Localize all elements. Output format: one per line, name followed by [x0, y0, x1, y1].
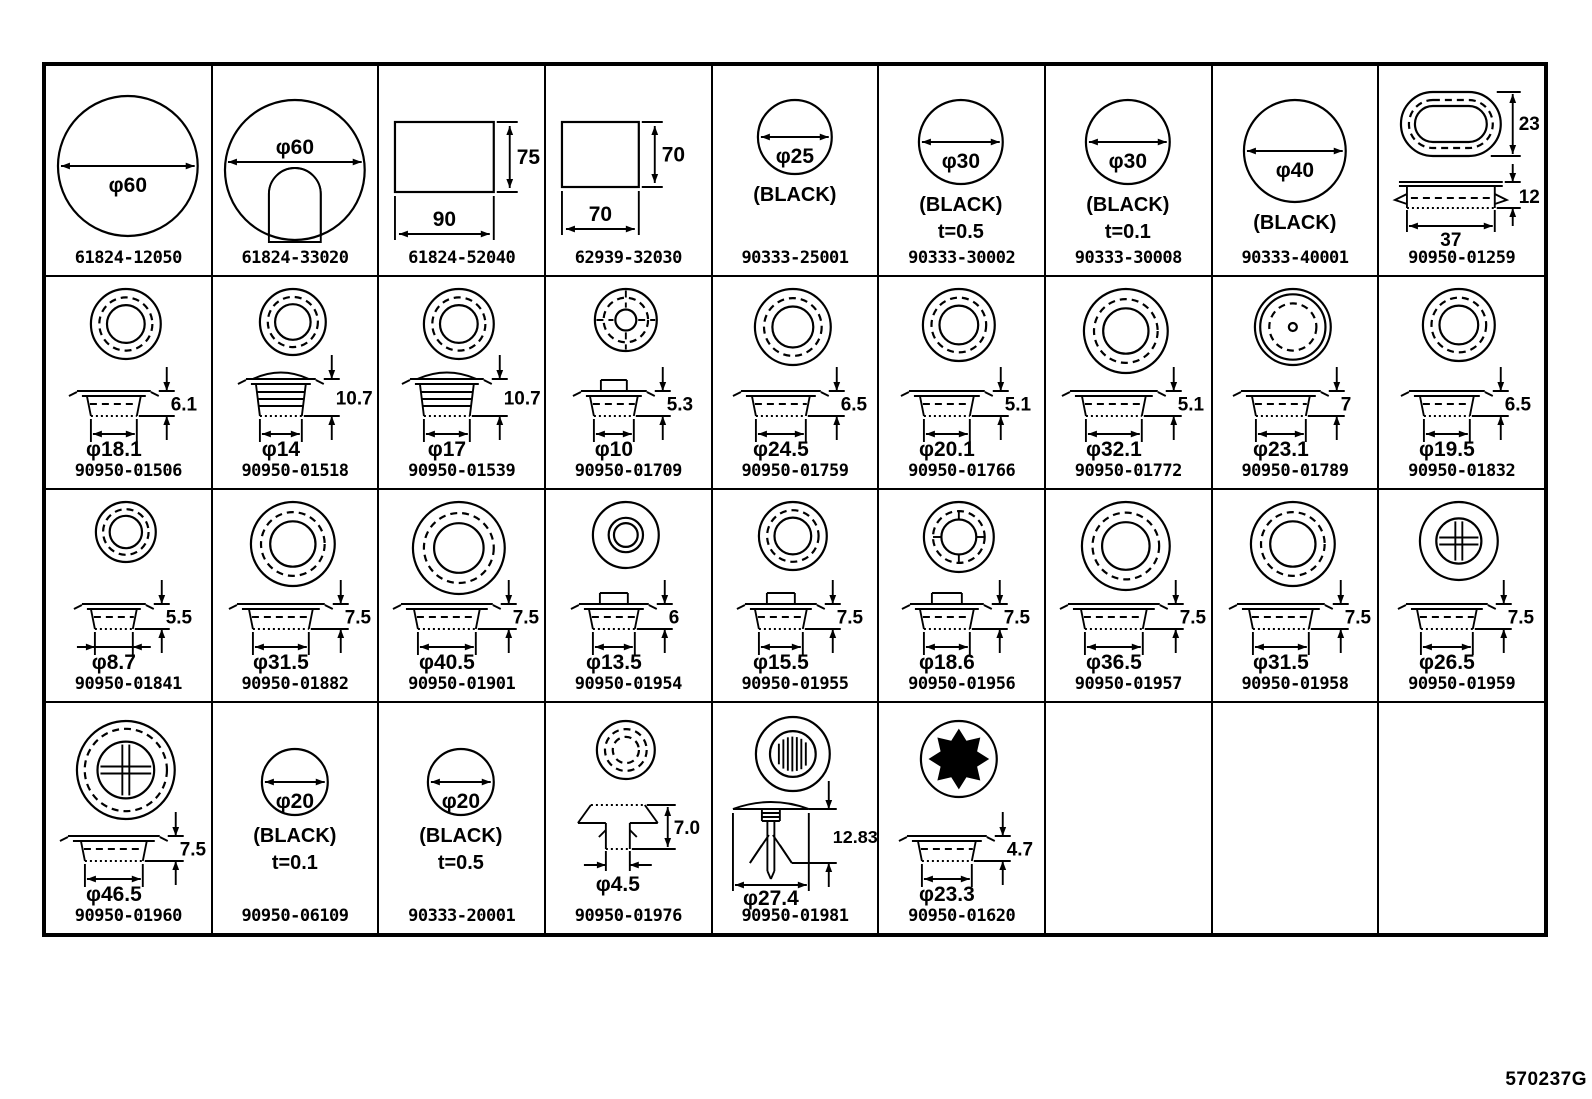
part-drawing [713, 490, 878, 701]
part-drawing [213, 277, 378, 488]
part-cell [1378, 276, 1545, 489]
part-number: 90950-01901 [408, 674, 516, 694]
svg-text:37: 37 [1440, 229, 1462, 252]
svg-text:(BLACK): (BLACK) [419, 824, 503, 848]
part-cell [545, 276, 712, 489]
part-number: 90333-25001 [741, 248, 849, 268]
svg-text:7.5: 7.5 [1344, 607, 1371, 629]
part-cell [712, 489, 879, 702]
svg-text:φ23.3: φ23.3 [919, 882, 976, 907]
part-number: 90950-01954 [574, 674, 682, 694]
svg-text:(BLACK): (BLACK) [919, 193, 1003, 217]
svg-text:6.5: 6.5 [1505, 394, 1532, 416]
part-cell [1212, 489, 1379, 702]
part-drawing [1046, 277, 1211, 488]
part-number: 90950-01709 [574, 461, 682, 481]
part-number: 90950-01506 [74, 461, 182, 481]
svg-text:φ17: φ17 [428, 437, 467, 462]
part-drawing [1213, 490, 1378, 701]
svg-text:7: 7 [1340, 394, 1351, 416]
part-drawing [1379, 277, 1544, 488]
svg-text:φ30: φ30 [942, 149, 981, 174]
part-number: 61824-12050 [74, 248, 182, 268]
part-cell [1045, 65, 1212, 276]
empty-cell [1212, 702, 1379, 934]
svg-text:7.0: 7.0 [673, 817, 701, 840]
svg-text:φ20: φ20 [275, 789, 314, 814]
svg-text:φ40.5: φ40.5 [419, 650, 476, 675]
svg-text:70: 70 [661, 143, 686, 167]
part-drawing [546, 277, 711, 488]
part-cell [212, 276, 379, 489]
svg-text:φ30: φ30 [1108, 149, 1147, 174]
svg-text:φ25: φ25 [775, 144, 814, 169]
part-cell [1045, 489, 1212, 702]
part-number: 90950-01518 [241, 461, 349, 481]
part-number: 90333-20001 [408, 906, 516, 926]
part-drawing [879, 277, 1044, 488]
svg-text:φ10: φ10 [594, 437, 634, 462]
part-cell [878, 489, 1045, 702]
part-cell [878, 65, 1045, 276]
part-cell [712, 65, 879, 276]
part-number: 90950-01956 [908, 674, 1016, 694]
part-drawing [213, 490, 378, 701]
svg-text:φ15.5: φ15.5 [752, 650, 809, 675]
part-cell [45, 702, 212, 934]
svg-text:70: 70 [588, 202, 613, 227]
part-number: 90950-01976 [574, 906, 682, 926]
part-drawing [213, 703, 378, 933]
part-cell [545, 489, 712, 702]
part-drawing [1213, 277, 1378, 488]
svg-text:7.5: 7.5 [836, 607, 863, 629]
part-cell [212, 65, 379, 276]
part-drawing [46, 703, 211, 933]
part-number: 90950-01959 [1408, 674, 1516, 694]
svg-text:90: 90 [433, 207, 457, 232]
svg-text:φ14: φ14 [261, 437, 300, 462]
part-number: 90333-30008 [1074, 248, 1182, 268]
svg-text:φ31.5: φ31.5 [252, 650, 309, 675]
empty-cell [1045, 702, 1212, 934]
svg-text:6: 6 [668, 607, 680, 629]
svg-text:φ20: φ20 [442, 789, 481, 814]
part-drawing [713, 703, 878, 933]
part-number: 90333-40001 [1241, 248, 1349, 268]
svg-text:t=0.5: t=0.5 [438, 851, 485, 875]
svg-text:7.5: 7.5 [1004, 607, 1031, 629]
part-cell [212, 489, 379, 702]
part-drawing [213, 66, 378, 275]
part-cell [45, 65, 212, 276]
part-cell [1212, 65, 1379, 276]
part-number: 90950-01539 [408, 461, 516, 481]
svg-text:φ18.1: φ18.1 [85, 437, 142, 462]
svg-text:φ18.6: φ18.6 [919, 650, 976, 675]
svg-text:7.5: 7.5 [1179, 607, 1207, 629]
svg-text:75: 75 [517, 145, 541, 170]
svg-text:4.7: 4.7 [1007, 839, 1034, 861]
page-code: 570237G [1505, 1069, 1587, 1090]
part-drawing [46, 66, 211, 275]
part-drawing [1379, 490, 1544, 701]
part-cell [545, 702, 712, 934]
svg-text:φ40: φ40 [1275, 158, 1314, 183]
part-drawing [1046, 66, 1211, 275]
part-number: 90950-01259 [1408, 248, 1516, 268]
part-drawing [879, 66, 1044, 275]
svg-text:(BLACK): (BLACK) [1252, 211, 1337, 235]
part-drawing [379, 277, 544, 488]
part-drawing [713, 66, 878, 275]
part-cell [212, 702, 379, 934]
part-number: 90950-01789 [1241, 461, 1349, 481]
svg-text:φ19.5: φ19.5 [1419, 437, 1476, 462]
part-drawing [1046, 490, 1211, 701]
svg-text:7.5: 7.5 [1508, 607, 1535, 629]
svg-text:6.5: 6.5 [840, 394, 867, 416]
part-drawing [1213, 66, 1378, 275]
part-drawing [546, 703, 711, 933]
part-drawing [879, 490, 1044, 701]
part-number: 90950-01955 [741, 674, 849, 694]
part-cell [878, 276, 1045, 489]
svg-text:φ20.1: φ20.1 [919, 437, 976, 462]
part-cell [45, 276, 212, 489]
svg-text:φ32.1: φ32.1 [1085, 437, 1142, 462]
part-cell [712, 276, 879, 489]
part-number: 90950-01957 [1074, 674, 1182, 694]
svg-text:12.83: 12.83 [832, 826, 878, 848]
part-cell [378, 489, 545, 702]
part-drawing [879, 703, 1044, 933]
svg-text:t=0.1: t=0.1 [1104, 220, 1151, 244]
svg-text:φ23.1: φ23.1 [1252, 437, 1309, 462]
svg-text:5.1: 5.1 [1177, 394, 1205, 416]
part-number: 90950-01882 [241, 674, 349, 694]
svg-text:φ60: φ60 [108, 173, 147, 198]
svg-text:6.1: 6.1 [170, 394, 198, 416]
svg-text:(BLACK): (BLACK) [252, 824, 337, 848]
svg-text:(BLACK): (BLACK) [752, 183, 837, 207]
part-cell [712, 702, 879, 934]
part-drawing [713, 277, 878, 488]
svg-text:φ36.5: φ36.5 [1085, 650, 1142, 675]
part-number: 90950-01759 [741, 461, 849, 481]
svg-text:φ24.5: φ24.5 [752, 437, 809, 462]
part-drawing [379, 490, 544, 701]
svg-text:φ13.5: φ13.5 [585, 650, 642, 675]
svg-text:10.7: 10.7 [335, 388, 373, 410]
part-number: 90950-01958 [1241, 674, 1349, 694]
part-number: 90950-01832 [1408, 461, 1516, 481]
svg-text:5.5: 5.5 [165, 607, 193, 629]
part-cell [1378, 489, 1545, 702]
part-number: 90950-01772 [1074, 461, 1182, 481]
part-cell [378, 276, 545, 489]
part-number: 90950-06109 [241, 906, 349, 926]
part-number: 90950-01841 [74, 674, 182, 694]
part-cell [1045, 276, 1212, 489]
part-cell [1378, 65, 1545, 276]
parts-table [42, 62, 1548, 937]
part-number: 61824-33020 [241, 248, 349, 268]
part-number: 90950-01620 [908, 906, 1016, 926]
part-drawing [379, 66, 544, 275]
empty-cell [1378, 702, 1545, 934]
part-cell [878, 702, 1045, 934]
svg-text:φ46.5: φ46.5 [85, 882, 142, 907]
part-cell [1212, 276, 1379, 489]
part-number: 90950-01766 [908, 461, 1016, 481]
svg-text:φ4.5: φ4.5 [595, 872, 640, 897]
svg-text:12: 12 [1519, 186, 1541, 209]
svg-text:23: 23 [1519, 113, 1541, 136]
part-number: 90950-01960 [74, 906, 182, 926]
svg-text:t=0.1: t=0.1 [271, 851, 318, 875]
part-cell [45, 489, 212, 702]
part-number: 62939-32030 [574, 248, 682, 268]
part-cell [378, 65, 545, 276]
part-drawing [46, 490, 211, 701]
svg-text:5.3: 5.3 [666, 394, 694, 416]
part-cell [545, 65, 712, 276]
svg-text:7.5: 7.5 [513, 607, 540, 629]
part-number: 61824-52040 [408, 248, 516, 268]
svg-text:t=0.5: t=0.5 [938, 220, 985, 244]
svg-text:10.7: 10.7 [504, 388, 541, 410]
part-number: 90950-01981 [741, 906, 849, 926]
svg-text:φ26.5: φ26.5 [1419, 650, 1476, 675]
svg-text:5.1: 5.1 [1005, 394, 1032, 416]
svg-text:7.5: 7.5 [344, 607, 371, 629]
part-number: 90333-30002 [908, 248, 1016, 268]
part-drawing [546, 490, 711, 701]
part-drawing [1379, 66, 1544, 275]
svg-text:φ8.7: φ8.7 [91, 650, 136, 675]
svg-text:φ60: φ60 [275, 135, 314, 160]
svg-text:φ31.5: φ31.5 [1252, 650, 1309, 675]
svg-text:7.5: 7.5 [179, 839, 207, 861]
part-drawing [46, 277, 211, 488]
svg-text:(BLACK): (BLACK) [1086, 193, 1170, 217]
part-drawing [379, 703, 544, 933]
part-drawing [546, 66, 711, 275]
svg-text:φ27.4: φ27.4 [742, 886, 799, 911]
part-cell [378, 702, 545, 934]
